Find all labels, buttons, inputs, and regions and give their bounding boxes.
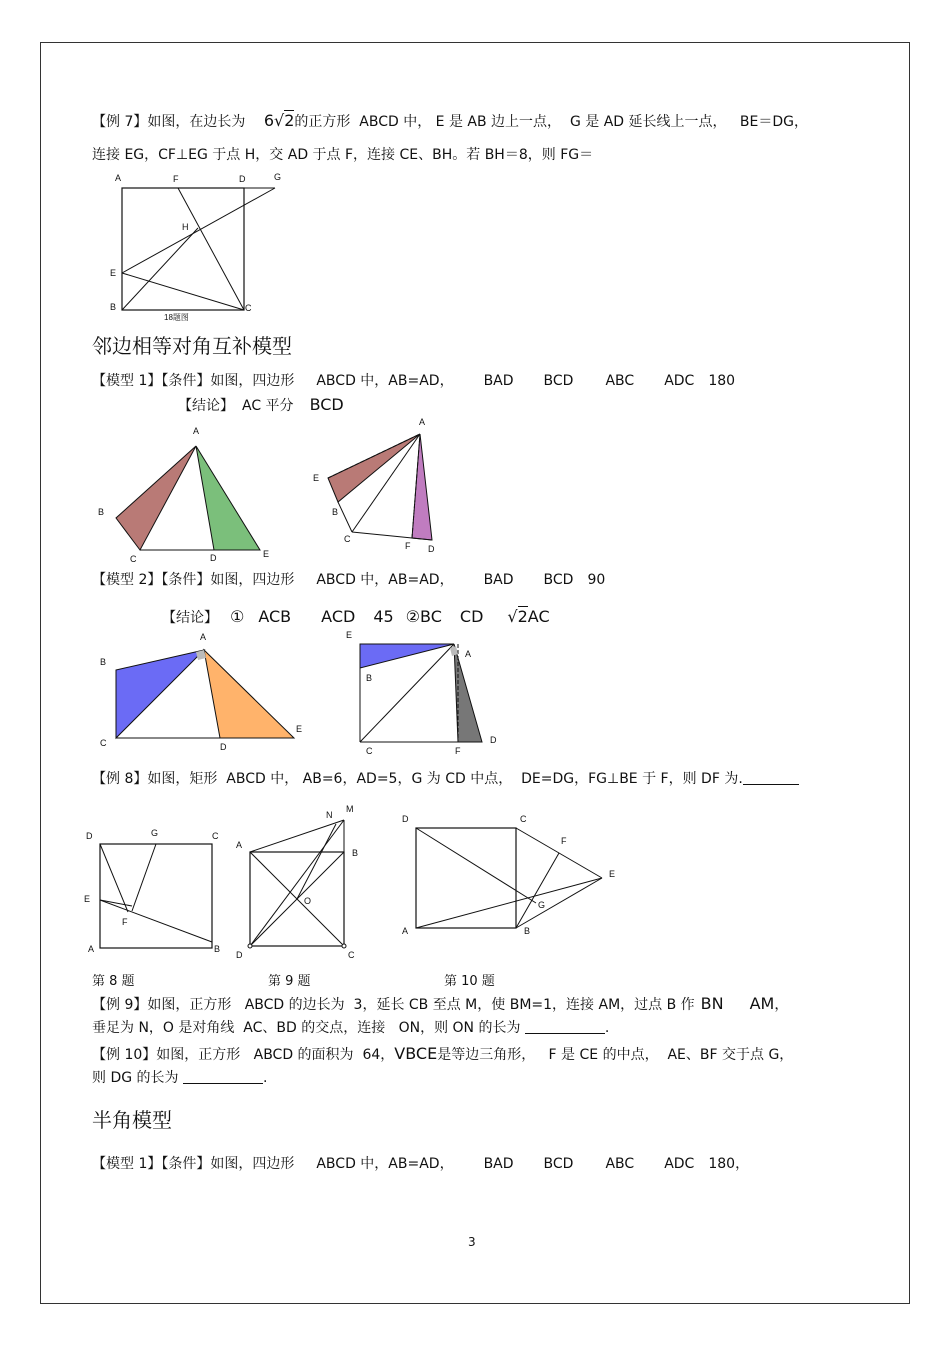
svg-text:A: A — [465, 649, 472, 659]
ex8-figure-10 — [396, 808, 636, 940]
svg-text:F: F — [561, 836, 567, 846]
svg-text:C: C — [212, 831, 219, 841]
svg-text:A: A — [200, 632, 207, 642]
ex7-line2: 连接 EG，CF⊥EG 于点 H，交 AD 于点 F，连接 CE、BH。若 BH＝8，则 FG＝ — [92, 147, 594, 163]
svg-text:B: B — [214, 944, 221, 954]
caption-10: 第 10 题 — [444, 974, 495, 989]
ex10-blank — [183, 1071, 263, 1084]
caption-8: 第 8 题 — [92, 974, 135, 989]
m2-conclusion: 【结论】 ① ACB ACD 45 ②BC CD √2AC — [162, 607, 550, 626]
m1-conclusion: 【结论】 AC 平分 BCD — [178, 395, 344, 414]
svg-text:B: B — [352, 848, 359, 858]
ex10-line2: 则 DG 的长为 . — [92, 1070, 268, 1086]
ex7-label-F: F — [173, 174, 179, 184]
svg-text:C: C — [348, 950, 355, 960]
svg-text:A: A — [193, 426, 200, 436]
svg-text:B: B — [332, 507, 339, 517]
svg-text:G: G — [151, 828, 159, 838]
ex7-line1: 【例 7】如图，在边长为 6√2的正方形 ABCD 中， E 是 AB 边上一点， G 是 AD 延长线上一点， BE＝DG， — [92, 111, 808, 130]
m1-line1: 【模型 1】【条件】如图，四边形 ABCD 中，AB=AD， BAD BCD ABC ADC 180 — [92, 373, 736, 389]
svg-text:E: E — [346, 630, 353, 640]
ex9-blank — [525, 1021, 605, 1034]
ex8-figure-9 — [232, 800, 372, 964]
ex7-label-G: G — [274, 172, 282, 182]
svg-text:G: G — [538, 900, 546, 910]
svg-text:E: E — [263, 549, 270, 559]
ex7-label-E: E — [110, 268, 117, 278]
svg-text:M: M — [346, 804, 354, 814]
svg-text:B: B — [100, 657, 107, 667]
svg-text:D: D — [490, 735, 497, 745]
svg-text:D: D — [402, 814, 409, 824]
section-title-2: 半角模型 — [92, 1108, 172, 1132]
svg-text:E: E — [609, 869, 616, 879]
svg-text:N: N — [326, 810, 333, 820]
svg-text:C: C — [100, 738, 107, 748]
svg-text:F: F — [405, 541, 411, 551]
ex7-label-B: B — [110, 302, 117, 312]
svg-text:B: B — [98, 507, 105, 517]
m2-figure-1 — [96, 628, 316, 754]
svg-text:F: F — [455, 746, 461, 756]
ex8-figure-8 — [82, 822, 232, 962]
svg-text:D: D — [236, 950, 243, 960]
m2-figure-2 — [340, 626, 510, 758]
m1-figure-2 — [308, 412, 458, 562]
caption-9: 第 9 题 — [268, 974, 311, 989]
svg-text:C: C — [130, 554, 137, 564]
svg-text:A: A — [419, 417, 426, 427]
page-number: 3 — [468, 1235, 476, 1249]
ex8-line: 【例 8】如图，矩形 ABCD 中， AB=6，AD=5，G 为 CD 中点， DE=DG，FG⊥BE 于 F，则 DF 为. — [92, 770, 799, 788]
svg-text:B: B — [524, 926, 531, 936]
ex9-line1: 【例 9】如图，正方形 ABCD 的边长为 3，延长 CB 至点 M，使 BM=1，连接 AM，过点 B 作 BN AM， — [92, 994, 789, 1013]
section-title-1: 邻边相等对角互补模型 — [92, 334, 292, 358]
svg-text:C: C — [344, 534, 351, 544]
svg-text:C: C — [520, 814, 527, 824]
svg-text:D: D — [86, 831, 93, 841]
svg-text:E: E — [84, 894, 91, 904]
svg-text:E: E — [313, 473, 320, 483]
svg-text:E: E — [296, 724, 303, 734]
m1-figure-1 — [92, 420, 292, 568]
m2-line1: 【模型 2】【条件】如图，四边形 ABCD 中，AB=AD， BAD BCD 90 — [92, 572, 606, 588]
ex7-label-A: A — [115, 173, 122, 183]
svg-text:D: D — [220, 742, 227, 752]
svg-text:O: O — [304, 896, 312, 906]
svg-text:C: C — [366, 746, 373, 756]
svg-text:D: D — [428, 544, 435, 554]
ex7-figure — [100, 168, 300, 324]
svg-text:A: A — [402, 926, 409, 936]
ex7-label-C: C — [245, 303, 252, 313]
svg-text:F: F — [122, 917, 128, 927]
svg-text:A: A — [88, 944, 95, 954]
svg-text:B: B — [366, 673, 373, 683]
m3-line1: 【模型 1】【条件】如图，四边形 ABCD 中，AB=AD， BAD BCD ABC ADC 180， — [92, 1156, 750, 1172]
ex9-line2: 垂足为 N，O 是对角线 AC、BD 的交点，连接 ON，则 ON 的长为 . — [92, 1020, 610, 1036]
ex7-caption: 18题图 — [164, 313, 189, 322]
ex10-line1: 【例 10】如图，正方形 ABCD 的面积为 64，VBCE是等边三角形， F 是 CE 的中点， AE、BF 交于点 G， — [92, 1044, 794, 1063]
ex7-label-D: D — [239, 174, 246, 184]
svg-text:A: A — [236, 840, 243, 850]
ex7-label-H: H — [182, 222, 189, 232]
svg-text:D: D — [210, 553, 217, 563]
ex8-blank — [743, 772, 799, 785]
